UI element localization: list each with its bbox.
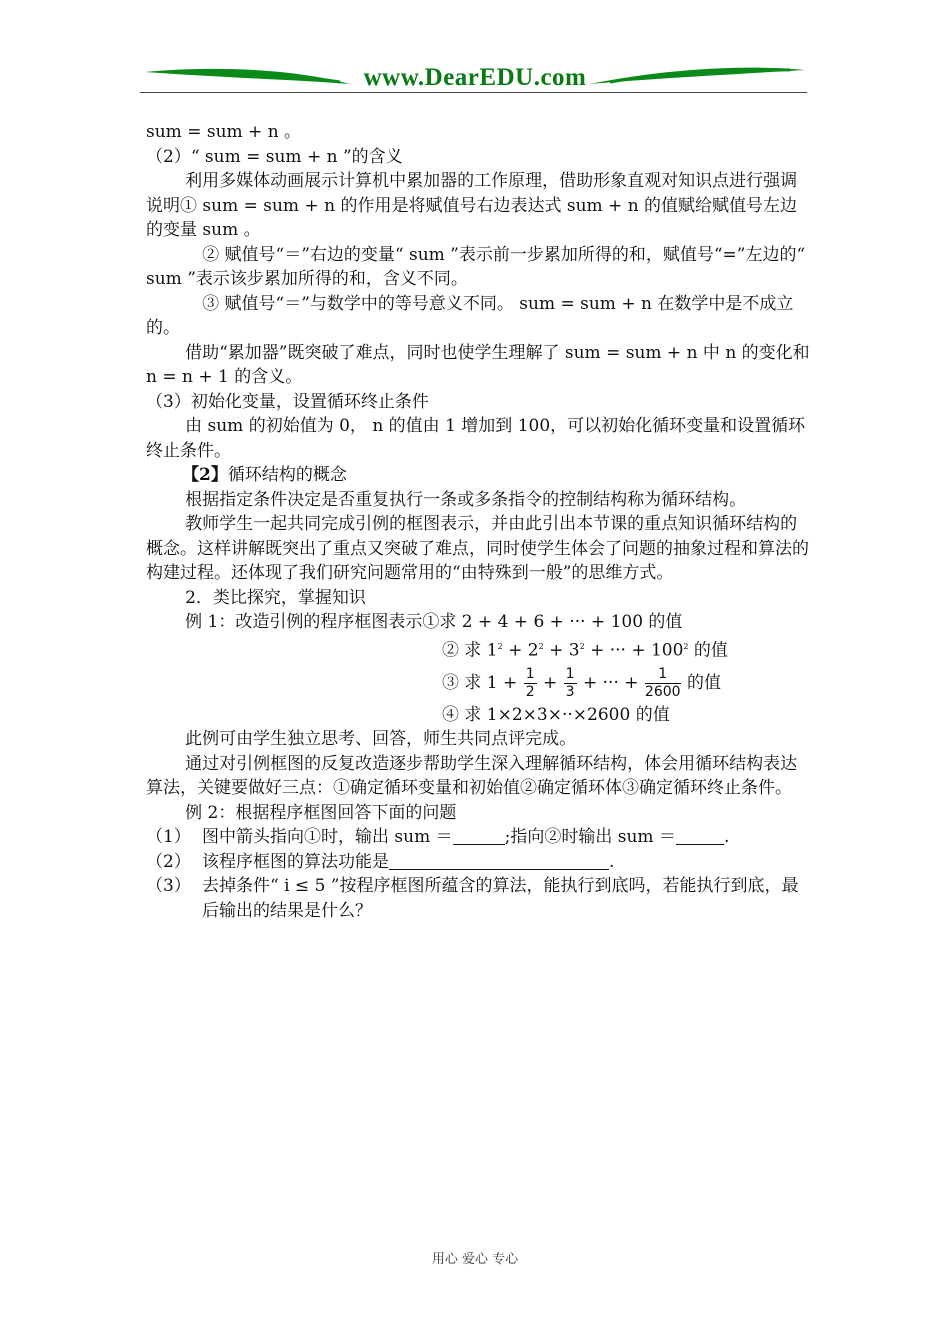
answer-blank[interactable] [676, 826, 724, 845]
document-body [146, 120, 811, 923]
paragraph: 借助“累加器”既突破了难点，同时也使学生理解了 sum = sum + n 中 n 的变化和 n = n + 1 的含义。 [146, 342, 810, 387]
header-divider [140, 92, 807, 93]
section-number: 【2】 [182, 465, 228, 485]
question-2: （2） 该程序框图的算法功能是 . [146, 851, 615, 872]
text-line: sum = sum + n 。 [146, 122, 302, 142]
question-3: （3） 去掉条件“ i ≤ 5 ”按程序框图所蕴含的算法，能执行到底吗，若能执行到底，最后输出的结果是什么？ [146, 876, 799, 921]
paragraph: 由 sum 的初始值为 0， n 的值由 1 增加到 100，可以初始化循环变量和设置循环终止条件。 [146, 416, 806, 461]
subheading: （3）初始化变量，设置循环终止条件 [146, 391, 429, 412]
paragraph: 通过对引例框图的反复改造逐步帮助学生深入理解循环结构，体会用循环结构表达算法，关键要做好三点：①确定循环变量和初始值②确定循环体③确定循环终止条件。 [146, 753, 798, 799]
example-line: ③ 求 1 + $\frac{1}{2}$ + $\frac{1}{3}$ + ··· + $\frac{1}{2600}$ 的值 [442, 665, 721, 700]
paragraph: 教师学生一起共同完成引例的框图表示，并由此引出本节课的重点知识循环结构的概念。这样讲解既突出了重点又突破了难点，同时使学生体会了问题的抽象过程和算法的构建过程。还体现了我们研究问题常用的“由特殊到一般”的思维方式。 [146, 514, 809, 583]
fraction: $\frac{1}{2}$ [525, 665, 535, 700]
fraction: $\frac{1}{3}$ [565, 665, 575, 700]
fraction: $\frac{1}{2600}$ [644, 665, 681, 700]
answer-blank[interactable] [453, 826, 505, 845]
example-line: 例 1：改造引例的程序框图表示①求 2 + 4 + 6 + ··· + 100 的值 [185, 612, 683, 632]
answer-blank[interactable] [389, 851, 609, 870]
example-line: 例 2：根据程序框图回答下面的问题 [185, 802, 457, 823]
question-1: （1） 图中箭头指向①时，输出 sum ＝ ;指向②时输出 sum ＝ . [146, 827, 730, 848]
paragraph: 根据指定条件决定是否重复执行一条或多条指令的控制结构称为循环结构。 [185, 489, 747, 510]
paragraph: 此例可由学生独立思考、回答，师生共同点评完成。 [185, 729, 577, 750]
example-line: ④ 求 1×2×3×··×2600 的值 [442, 704, 670, 725]
subheading: 2．类比探究，掌握知识 [185, 587, 366, 608]
section-heading [146, 463, 811, 488]
section-title: 循环结构的概念 [227, 465, 347, 485]
site-logo-text: www.DearEDU.com [363, 64, 587, 91]
page-footer: 用心 爱心 专心 [431, 1252, 519, 1267]
page-header [140, 62, 810, 94]
paragraph: ② 赋值号“＝”右边的变量“ sum ”表示前一步累加所得的和，赋值号“=”左边的“ sum ”表示该步累加所得的和，含义不同。 [146, 244, 806, 289]
subheading: （2）“ sum = sum + n ”的含义 [146, 146, 403, 167]
example-line: ② 求 $1^2 + 2^2 + 3^2$ + ··· + $100^2$ 的值 [442, 640, 728, 661]
paragraph: 利用多媒体动画展示计算机中累加器的工作原理，借助形象直观对知识点进行强调说明① sum = sum + n 的作用是将赋值号右边表达式 sum + n 的值赋给赋值号左边的变量 sum 。 [146, 171, 798, 240]
paragraph: ③ 赋值号“＝”与数学中的等号意义不同。 sum = sum + n 在数学中是不成立的。 [146, 293, 794, 338]
